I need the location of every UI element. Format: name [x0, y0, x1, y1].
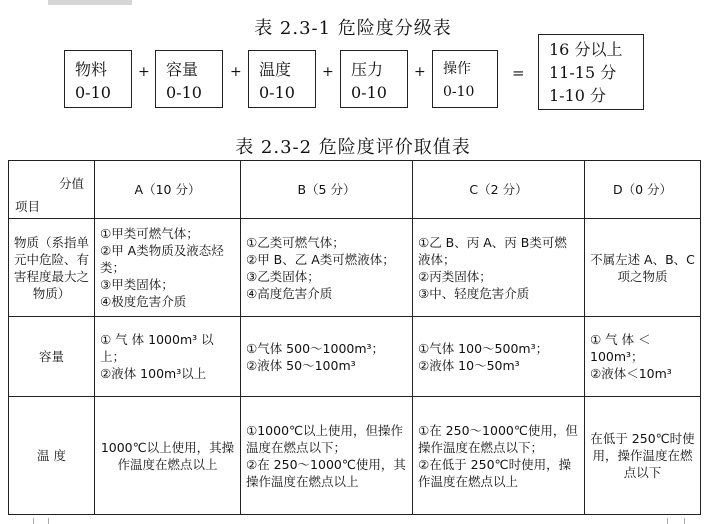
table-row: [9, 219, 701, 317]
cell-line: ① 气 体 ＜100m³；: [590, 332, 651, 364]
corner-item-label: 项目: [15, 199, 41, 214]
row-label-material: 物质（系指单元中危险、有害程度最大之物质）: [9, 219, 95, 317]
plus-sign: +: [322, 64, 334, 80]
formula-box-operation: [432, 50, 498, 108]
formula-box-range: 0-10: [443, 84, 475, 100]
formula-box-pressure: [340, 50, 408, 108]
formula-box-range: 0-10: [75, 83, 111, 102]
top-scrollbar-fragment: [48, 0, 132, 5]
next-row-fragment: [0, 514, 706, 524]
cell-capacity-a: [95, 317, 241, 397]
cell-line: ①甲类可燃气体；: [100, 226, 199, 241]
result-line: 1-10 分: [549, 86, 607, 105]
cell-border-fragment: [667, 518, 668, 524]
plus-sign: +: [138, 64, 150, 80]
formula-box-label: 物料: [75, 60, 108, 79]
formula-box-label: 温度: [259, 60, 292, 79]
cell-line: ②甲 A类物质及液态烃类；: [100, 243, 224, 275]
header-d: D（0 分）: [585, 161, 701, 219]
cell-line: ②甲 B、乙 A类可燃液体；: [246, 251, 395, 267]
cell-capacity-c: [413, 317, 585, 397]
result-line: 11-15 分: [549, 63, 617, 82]
cell-line: ①1000℃以上使用，但操作温度在燃点以下；: [246, 422, 404, 455]
cell-line: ②液体 50～100m³: [246, 357, 356, 373]
plus-sign: +: [230, 64, 242, 80]
table-header-row: [9, 161, 701, 219]
table-corner-cell: [9, 161, 95, 219]
table-row: [9, 397, 701, 515]
cell-line: ③乙类固体；: [246, 268, 320, 284]
cell-border-fragment: [33, 518, 34, 524]
formula-box-range: 0-10: [259, 83, 295, 102]
cell-material-c: [413, 219, 585, 317]
cell-temperature-c: [413, 397, 585, 515]
cell-line: ③甲类固体；: [100, 277, 174, 292]
header-b: B（5 分）: [241, 161, 413, 219]
cell-line: ① 气 体 1000m³ 以上；: [100, 332, 214, 364]
formula-result-box: [538, 34, 644, 110]
cell-line: ②在低于 250℃时使用，操作温度在燃点以上: [418, 456, 572, 489]
formula-box-material: [64, 50, 132, 108]
cell-line: ①乙 B、丙 A、丙 B类可燃液体；: [418, 234, 567, 267]
cell-capacity-b: [241, 317, 413, 397]
table-row: [9, 317, 701, 397]
plus-sign: +: [414, 64, 426, 80]
header-c: C（2 分）: [413, 161, 585, 219]
cell-material-d: 不属左述 A、B、C 项之物质: [585, 219, 701, 317]
evaluation-table: [8, 160, 701, 515]
cell-line: ②液体 100m³以上: [100, 366, 207, 381]
table-caption-grading: 表 2.3-1 危险度分级表: [254, 18, 452, 39]
header-a: A（10 分）: [95, 161, 241, 219]
result-line: 16 分以上: [549, 40, 623, 59]
formula-box-label: 容量: [166, 60, 199, 79]
cell-line: ②丙类固体；: [418, 268, 492, 284]
cell-line: ①气体 500～1000m³；: [246, 340, 385, 356]
formula-box-temperature: [248, 50, 316, 108]
formula-box-label: 操作: [443, 61, 471, 77]
cell-line: ②在 250～1000℃使用，其操作温度在燃点以上: [246, 456, 406, 489]
cell-line: ④极度危害介质: [100, 294, 187, 309]
cell-temperature-b: [241, 397, 413, 515]
corner-score-label: 分值: [58, 176, 84, 191]
cell-line: ①在 250～1000℃使用，但操作温度在燃点以下；: [418, 422, 578, 455]
formula-box-range: 0-10: [351, 83, 387, 102]
cell-temperature-a: 1000℃以上使用，其操作温度在燃点以上: [95, 397, 241, 515]
cell-material-b: [241, 219, 413, 317]
table-caption-evaluation: 表 2.3-2 危险度评价取值表: [235, 137, 471, 158]
formula-box-capacity: [155, 50, 223, 108]
cell-line: ②液体＜10m³: [590, 366, 672, 381]
cell-line: ①乙类可燃气体；: [246, 234, 345, 250]
cell-border-fragment: [684, 518, 685, 524]
equals-sign: =: [512, 64, 525, 82]
cell-material-a: [95, 219, 241, 317]
cell-border-fragment: [48, 518, 49, 524]
cell-line: ③中、轻度危害介质: [418, 285, 530, 301]
cell-line: ④高度危害介质: [246, 285, 333, 301]
cell-capacity-d: [585, 317, 701, 397]
formula-box-range: 0-10: [166, 83, 202, 102]
row-label-temperature: 温 度: [9, 397, 95, 515]
cell-line: ①气体 100～500m³；: [418, 340, 549, 356]
row-label-capacity: 容量: [9, 317, 95, 397]
formula-box-label: 压力: [351, 60, 384, 79]
cell-temperature-d: 在低于 250℃时使用，操作温度在燃点以下: [585, 397, 701, 515]
cell-line: ②液体 10～50m³: [418, 357, 520, 373]
